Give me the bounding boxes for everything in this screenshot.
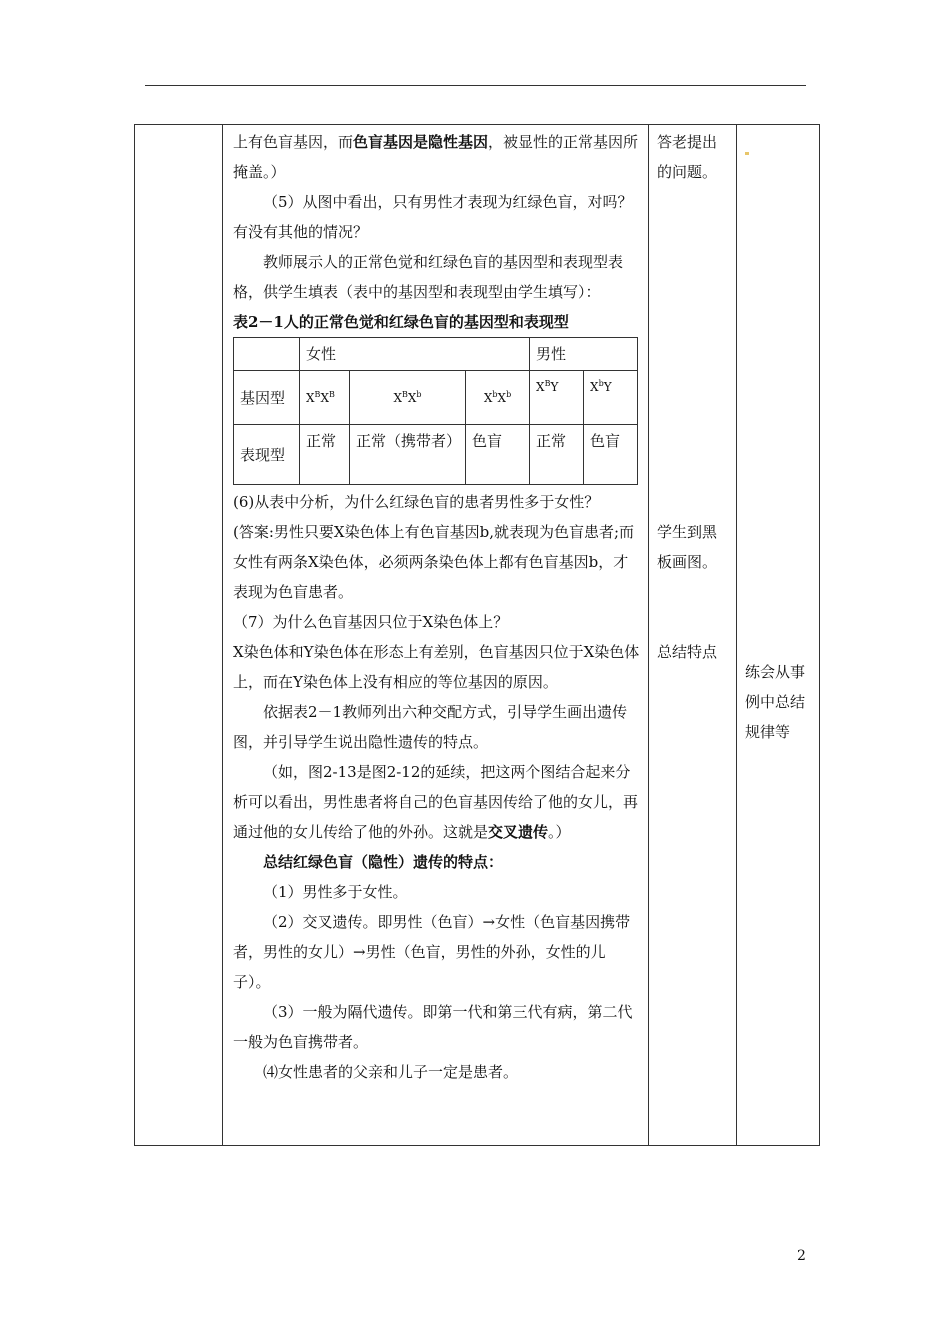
phenotype-label: 表现型 — [234, 425, 300, 485]
column-stage — [135, 125, 223, 1146]
column-teacher-activity — [223, 125, 649, 1146]
phenotype-4: 正常 — [530, 425, 584, 485]
table-title: 表2－1人的正常色觉和红绿色盲的基因型和表现型 — [233, 313, 569, 331]
genotype-XBXB: $X^BX^B$ — [300, 371, 350, 425]
genotype-XBXb: $X^BX^b$ — [350, 371, 466, 425]
summary-item-1: （1）男性多于女性。 — [263, 883, 408, 901]
phenotype-3: 色盲 — [466, 425, 530, 485]
genotype-label: 基因型 — [234, 371, 300, 425]
decor-mark — [745, 127, 811, 165]
table-corner-cell — [234, 338, 300, 371]
question-6: (6)从表中分析，为什么红绿色盲的患者男性多于女性？ — [233, 493, 600, 511]
student-activity-draw: 学生到黑板画图。 — [657, 523, 718, 571]
summary-item-3: （3）一般为隔代遗传。即第一代和第三代有病，第二代一般为色盲携带者。 — [233, 1003, 633, 1051]
lesson-table — [134, 124, 820, 1146]
page-number: 2 — [797, 1248, 806, 1264]
paragraph-teacher-guide: 依据表2－1教师列出六种交配方式，引导学生画出遗传图，并引导学生说出隐性遗传的特点。 — [233, 703, 628, 751]
question-7: （7）为什么色盲基因只位于X染色体上？ — [233, 613, 509, 631]
column-design-intent — [737, 125, 820, 1146]
female-header: 女性 — [300, 338, 530, 371]
phenotype-2: 正常（携带者） — [350, 425, 466, 485]
answer-7: X染色体和Y染色体在形态上有差别，色盲基因只位于X染色体上，而在Y染色体上没有相应的等位基因的原因。 — [233, 643, 640, 691]
summary-item-4: ⑷女性患者的父亲和儿子一定是患者。 — [263, 1063, 519, 1081]
summary-item-2: （2）交叉遗传。即男性（色盲）→女性（色盲基因携带者，男性的女儿）→男性（色盲，男性的外孙，女性的儿子）。 — [233, 913, 631, 991]
genotype-XbXb: $X^bX^b$ — [466, 371, 530, 425]
design-intent-text: 练会从事例中总结规律等 — [745, 663, 806, 741]
genotype-XbY: $X^bY$ — [584, 371, 638, 425]
paragraph-cross-inheritance: （如，图2-13是图2-12的延续，把这两个图结合起来分析可以看出，男性患者将自己的色盲基因传给了他的女儿，再通过他的女儿传给了他的外孙。这就是交叉遗传。） — [233, 763, 639, 841]
genotype-table — [233, 337, 638, 485]
phenotype-1: 正常 — [300, 425, 350, 485]
header-rule — [145, 85, 806, 86]
answer-6: (答案:男性只要X染色体上有色盲基因b,就表现为色盲患者;而女性有两条X染色体，必须两条染色体上都有色盲基因b，才表现为色盲患者。 — [233, 523, 635, 601]
male-header: 男性 — [530, 338, 638, 371]
student-activity-answer: 答老提出的问题。 — [657, 133, 718, 181]
genotype-XBY: $X^BY$ — [530, 371, 584, 425]
column-student-activity — [649, 125, 737, 1146]
student-activity-summary: 总结特点 — [657, 643, 718, 661]
question-5: （5）从图中看出，只有男性才表现为红绿色盲，对吗？有没有其他的情况？ — [233, 193, 633, 241]
paragraph-recessive-gene: 上有色盲基因，而色盲基因是隐性基因，被显性的正常基因所掩盖。） — [233, 133, 639, 181]
summary-title: 总结红绿色盲（隐性）遗传的特点： — [263, 853, 504, 871]
phenotype-5: 色盲 — [584, 425, 638, 485]
paragraph-teacher-show: 教师展示人的正常色觉和红绿色盲的基因型和表现型表格，供学生填表（表中的基因型和表现型由学生填写）： — [233, 253, 624, 301]
